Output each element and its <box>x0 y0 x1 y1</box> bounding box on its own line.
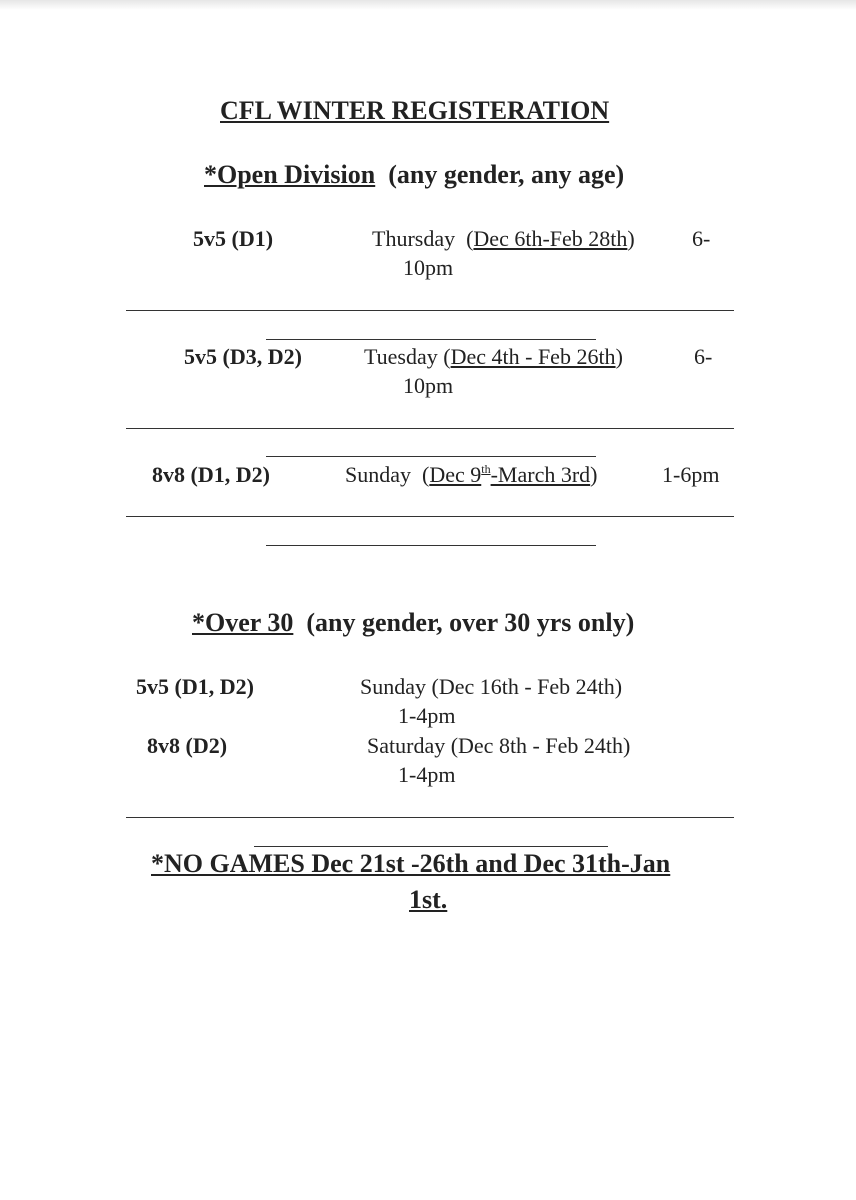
over-30-heading <box>192 610 634 636</box>
no-games-note-line-1: *NO GAMES Dec 21st -26th and Dec 31th-Jan <box>151 849 671 878</box>
open-row-2-format: 5v5 (D3, D2) <box>184 344 302 369</box>
divider <box>126 310 734 311</box>
open-row-1-dates: Dec 6th-Feb 28th <box>473 226 628 251</box>
divider <box>126 516 734 517</box>
open-row-2-day: Tuesday <box>364 344 438 369</box>
no-games-note-line-2: 1st. <box>409 885 448 914</box>
divider <box>266 339 596 340</box>
page-top-shadow <box>0 0 856 10</box>
open-row-2-dates: Dec 4th - Feb 26th <box>450 344 616 369</box>
over-30-row-2-format: 8v8 (D2) <box>147 733 228 758</box>
divider <box>266 545 596 546</box>
divider <box>126 428 734 429</box>
over-30-title: *Over 30 <box>192 608 294 637</box>
over-30-row-1-dates: (Dec 16th - Feb 24th) <box>431 674 623 699</box>
over-30-row-1-day: Sunday <box>360 674 426 699</box>
open-row-2-open-paren: ( <box>443 344 451 369</box>
open-row-3-open-paren: ( <box>422 462 430 487</box>
over-30-row-2-schedule <box>367 735 630 757</box>
open-row-3-dates-end: -March 3rd <box>490 462 591 487</box>
open-row-3-time: 1-6pm <box>662 462 720 487</box>
over-30-row-1-time: 1-4pm <box>398 703 456 728</box>
open-row-2-schedule <box>364 346 623 368</box>
over-30-row-2-time: 1-4pm <box>398 762 456 787</box>
open-division-subtitle: (any gender, any age) <box>388 160 625 189</box>
open-division-heading <box>204 162 624 188</box>
over-30-row-1-schedule <box>360 676 622 698</box>
open-row-1-time-start: 6- <box>692 226 711 251</box>
over-30-row-1-format: 5v5 (D1, D2) <box>136 674 254 699</box>
open-row-1-open-paren: ( <box>466 226 474 251</box>
over-30-row-2-day: Saturday <box>367 733 446 758</box>
divider <box>126 817 734 818</box>
open-row-1-day: Thursday <box>372 226 456 251</box>
open-row-3-day: Sunday <box>345 462 411 487</box>
open-row-2-time-start: 6- <box>694 344 713 369</box>
open-row-2-close-paren: ) <box>615 344 623 369</box>
open-row-2-time-end: 10pm <box>403 373 454 398</box>
open-row-3-close-paren: ) <box>590 462 598 487</box>
open-row-3-dates-suffix: th <box>481 462 491 476</box>
page-title: CFL WINTER REGISTERATION <box>220 96 610 125</box>
open-row-1-schedule <box>372 228 635 250</box>
divider <box>266 456 596 457</box>
open-division-title: *Open Division <box>204 160 376 189</box>
open-row-3-format: 8v8 (D1, D2) <box>152 462 270 487</box>
open-row-1-close-paren: ) <box>627 226 635 251</box>
over-30-subtitle: (any gender, over 30 yrs only) <box>306 608 635 637</box>
over-30-row-2-dates: (Dec 8th - Feb 24th) <box>450 733 631 758</box>
open-row-1-format: 5v5 (D1) <box>193 226 274 251</box>
open-row-3-schedule <box>345 464 598 486</box>
open-row-3-dates-start: Dec 9 <box>429 462 482 487</box>
divider <box>254 846 608 847</box>
open-row-1-time-end: 10pm <box>403 255 454 280</box>
